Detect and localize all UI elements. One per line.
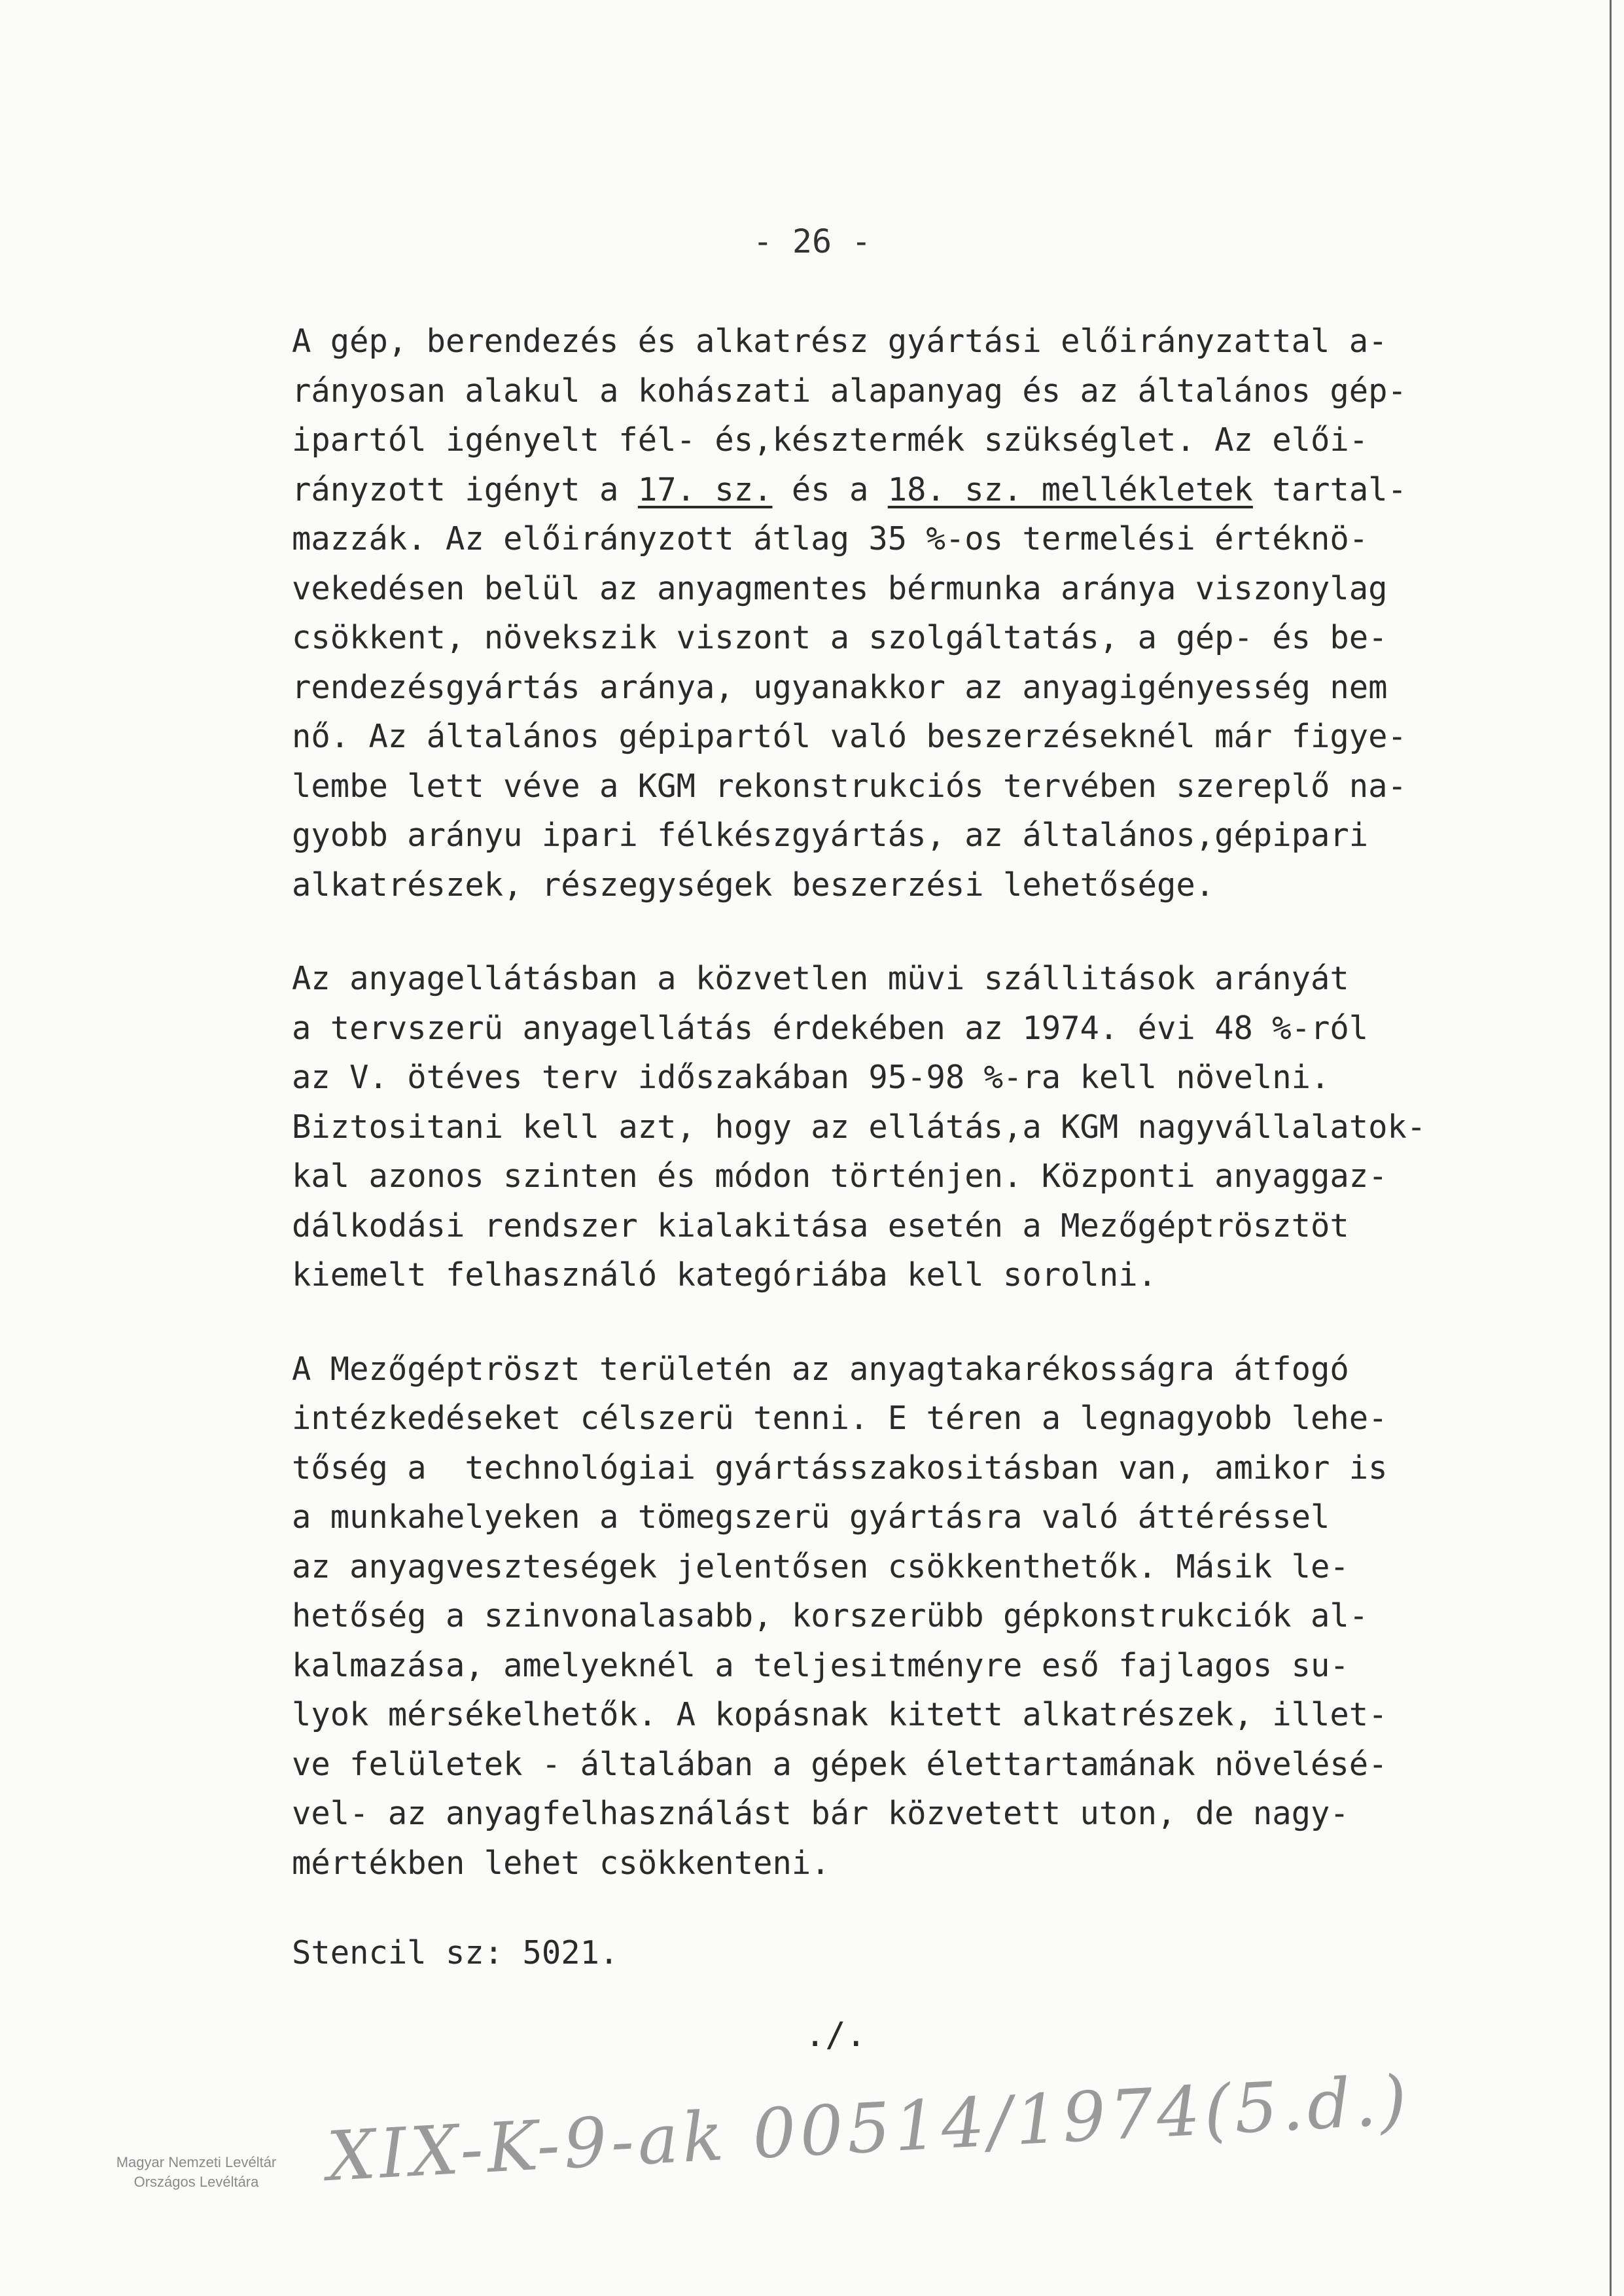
text-line: rányosan alakul a kohászati alapanyag és az általános gép- xyxy=(292,372,1407,410)
text-line: lembe lett véve a KGM rekonstrukciós tervében szereplő na- xyxy=(292,767,1407,805)
text-line: gyobb arányu ipari félkészgyártás, az általános,gépipari xyxy=(292,817,1369,854)
text-line: A Mezőgéptröszt területén az anyagtakarékosságra átfogó xyxy=(292,1350,1349,1388)
text-line: alkatrészek, részegységek beszerzési lehetősége. xyxy=(292,866,1215,904)
paragraph xyxy=(292,1345,1496,1888)
text-line-with-references: rányzott igényt a 17. sz. és a 18. sz. mellékletek tartal- xyxy=(292,470,1407,508)
text-line: hetőség a szinvonalasabb, korszerübb gépkonstrukciók al- xyxy=(292,1597,1369,1634)
text-line: kal azonos szinten és módon történjen. Központi anyaggaz- xyxy=(292,1157,1388,1195)
paragraph xyxy=(292,317,1496,910)
text-line: vel- az anyagfelhasználást bár közvetett uton, de nagy- xyxy=(292,1795,1349,1832)
text-line: a tervszerü anyagellátás érdekében az 1974. évi 48 %-ról xyxy=(292,1009,1369,1047)
text-line: mazzák. Az előirányzott átlag 35 %-os termelési értéknö- xyxy=(292,520,1369,557)
text-line: lyok mérsékelhetők. A kopásnak kitett alkatrészek, illet- xyxy=(292,1696,1388,1733)
text-line: kiemelt felhasználó kategóriába kell sorolni. xyxy=(292,1256,1157,1294)
text-line: csökkent, növekszik viszont a szolgáltatás, a gép- és be- xyxy=(292,619,1388,656)
stencil-number: Stencil sz: 5021. xyxy=(292,1934,619,1971)
body-text xyxy=(292,317,1496,1932)
text-line: az anyagveszteségek jelentősen csökkenthetők. Másik le- xyxy=(292,1547,1349,1585)
text-line: A gép, berendezés és alkatrész gyártási előirányzattal a- xyxy=(292,323,1388,360)
archive-stamp-line: Országos Levéltára xyxy=(133,2174,259,2190)
underlined-reference: 17. sz. xyxy=(637,470,773,508)
text-line: nő. Az általános gépipartól való beszerzéseknél már figye- xyxy=(292,718,1407,755)
text-line: rendezésgyártás aránya, ugyanakkor az anyagigényesség nem xyxy=(292,668,1388,706)
page-number: - 26 - xyxy=(752,222,872,260)
text-line: mértékben lehet csökkenteni. xyxy=(292,1844,830,1882)
text-line: intézkedéseket célszerü tenni. E téren a legnagyobb lehe- xyxy=(292,1400,1388,1437)
text-line: Biztositani kell azt, hogy az ellátás,a KGM nagyvállalatok- xyxy=(292,1108,1426,1146)
text-line: a munkahelyeken a tömegszerü gyártásra való áttéréssel xyxy=(292,1498,1330,1536)
archive-stamp xyxy=(92,2153,301,2192)
text-line: az V. ötéves terv időszakában 95-98 %-ra kell növelni. xyxy=(292,1059,1330,1096)
continuation-mark: ./. xyxy=(805,2015,866,2055)
text-line: Az anyagellátásban a közvetlen müvi szállitások arányát xyxy=(292,960,1349,997)
underlined-reference: 18. sz. mellékletek xyxy=(887,470,1253,508)
archive-stamp-line: Magyar Nemzeti Levéltár xyxy=(116,2154,277,2170)
archive-reference-handwriting: XIX-K-9-ak 00514/1974(5.d.) xyxy=(325,2060,1413,2197)
paragraph xyxy=(292,954,1496,1300)
text-line: ve felületek - általában a gépek élettartamának növelésé- xyxy=(292,1745,1388,1783)
text-line: kalmazása, amelyeknél a teljesitményre eső fajlagos su- xyxy=(292,1646,1349,1684)
page-edge xyxy=(1610,0,1612,2296)
text-line: ipartól igényelt fél- és,késztermék szükséglet. Az elői- xyxy=(292,421,1369,459)
text-line: dálkodási rendszer kialakitása esetén a Mezőgéptrösztöt xyxy=(292,1207,1349,1245)
text-line: vekedésen belül az anyagmentes bérmunka aránya viszonylag xyxy=(292,569,1388,607)
text-line: tőség a technológiai gyártásszakositásban van, amikor is xyxy=(292,1449,1388,1487)
